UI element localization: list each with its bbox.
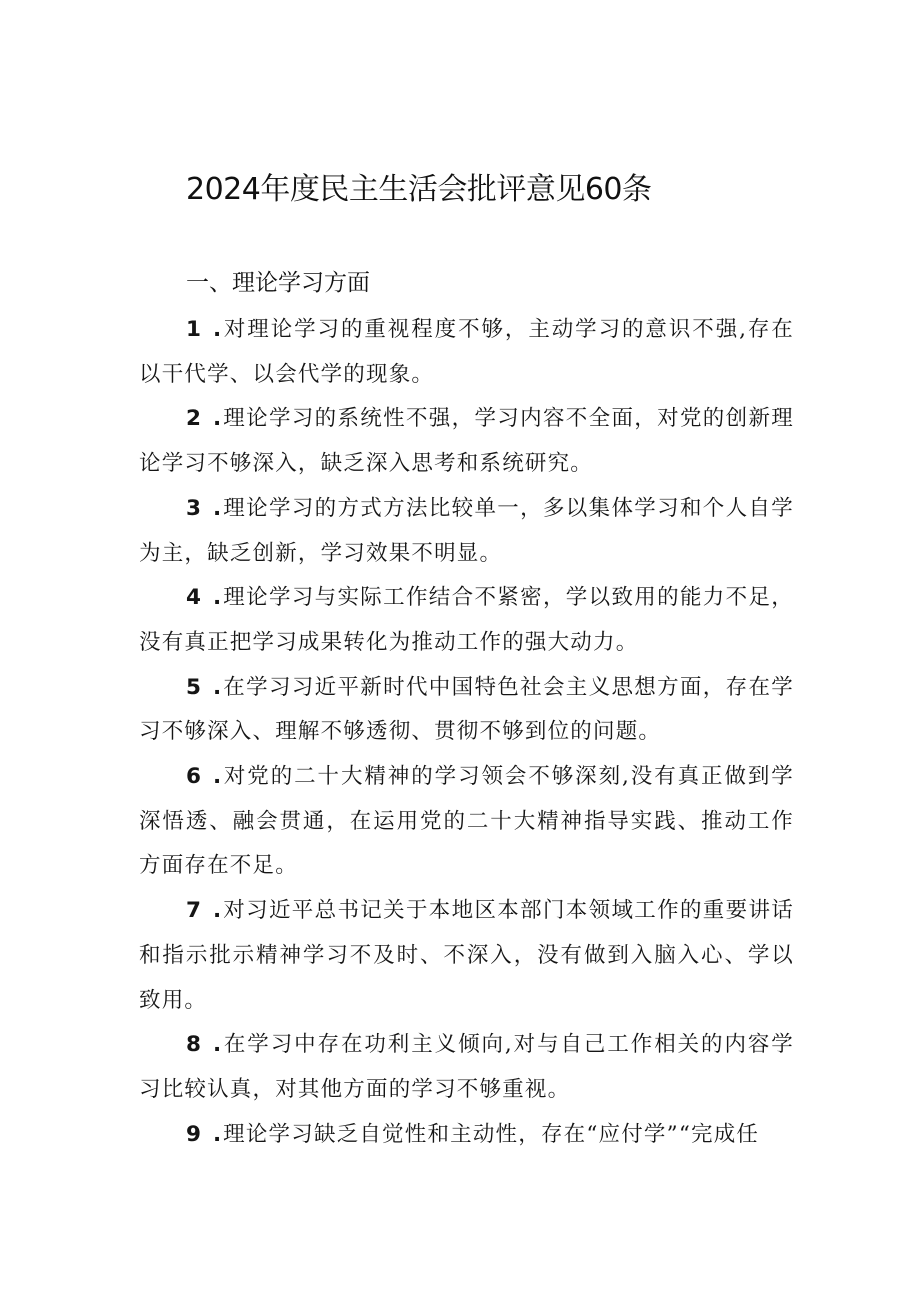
list-item: 2 .理论学习的系统性不强，学习内容不全面，对党的创新理论学习不够深入，缺乏深入思考和系统研究。 (139, 406, 794, 477)
item-text: 理论学习缺乏自觉性和主动性，存在“应付学”“完成任 (223, 1121, 760, 1147)
list-item: 4 .理论学习与实际工作结合不紧密，学以致用的能力不足，没有真正把学习成果转化为推动工作的强大动力。 (139, 585, 794, 655)
list-item: 8 .在学习中存在功利主义倾向,对与自己工作相关的内容学习比较认真，对其他方面的学习不够重视。 (139, 1032, 794, 1102)
item-number: 3 (186, 495, 201, 521)
item-text: 在学习中存在功利主义倾向,对与自己工作相关的内容学习比较认真，对其他方面的学习不够重视。 (139, 1032, 794, 1102)
item-text: 理论学习的系统性不强，学习内容不全面，对党的创新理论学习不够深入，缺乏深入思考和系统研究。 (139, 406, 794, 477)
item-number: 2 (186, 406, 201, 432)
list-item: 9 .理论学习缺乏自觉性和主动性，存在“应付学”“完成任 (186, 1121, 760, 1147)
section-heading: 一、理论学习方面 (186, 270, 370, 296)
list-item: 6 .对党的二十大精神的学习领会不够深刻,没有真正做到学深悟透、融会贯通，在运用党的二十大精神指导实践、推动工作方面存在不足。 (139, 764, 794, 879)
item-number: 4 (186, 585, 201, 611)
list-item: 1 .对理论学习的重视程度不够，主动学习的意识不强,存在以干代学、以会代学的现象。 (139, 317, 794, 387)
list-item: 5 .在学习习近平新时代中国特色社会主义思想方面，存在学习不够深入、理解不够透彻、贯彻不够到位的问题。 (139, 674, 794, 745)
item-text: 对理论学习的重视程度不够，主动学习的意识不强,存在以干代学、以会代学的现象。 (139, 317, 794, 387)
item-number: 9 (186, 1121, 201, 1147)
list-item: 7 .对习近平总书记关于本地区本部门本领域工作的重要讲话和指示批示精神学习不及时、不深入，没有做到入脑入心、学以致用。 (139, 898, 794, 1013)
document-title: 2024年度民主生活会批评意见60条 (186, 172, 652, 207)
item-text: 理论学习与实际工作结合不紧密，学以致用的能力不足，没有真正把学习成果转化为推动工作的强大动力。 (139, 585, 794, 655)
item-number: 8 (186, 1032, 201, 1058)
item-number: 6 (186, 764, 201, 790)
item-text: 对党的二十大精神的学习领会不够深刻,没有真正做到学深悟透、融会贯通，在运用党的二十大精神指导实践、推动工作方面存在不足。 (139, 764, 794, 879)
item-text: 理论学习的方式方法比较单一，多以集体学习和个人自学为主，缺乏创新，学习效果不明显。 (139, 495, 794, 566)
list-item: 3 .理论学习的方式方法比较单一，多以集体学习和个人自学为主，缺乏创新，学习效果不明显。 (139, 495, 794, 566)
item-text: 对习近平总书记关于本地区本部门本领域工作的重要讲话和指示批示精神学习不及时、不深入，没有做到入脑入心、学以致用。 (139, 898, 794, 1013)
item-list (139, 308, 794, 1157)
item-number: 7 (186, 898, 201, 924)
item-number: 1 (186, 317, 201, 342)
item-text: 在学习习近平新时代中国特色社会主义思想方面，存在学习不够深入、理解不够透彻、贯彻不够到位的问题。 (139, 674, 794, 745)
item-number: 5 (186, 674, 201, 700)
